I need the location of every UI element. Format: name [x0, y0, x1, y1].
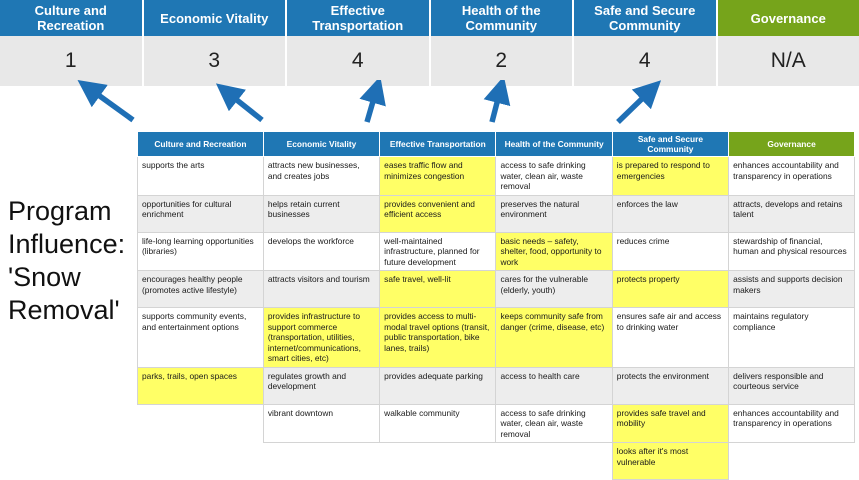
- matrix-cell: basic needs – safety, shelter, food, opportunity to work: [496, 232, 612, 271]
- matrix-cell: attracts visitors and tourism: [263, 271, 379, 308]
- matrix-cell: regulates growth and development: [263, 367, 379, 404]
- matrix-cell: provides convenient and efficient access: [380, 195, 496, 232]
- matrix-cell: looks after it's most vulnerable: [612, 443, 728, 480]
- matrix-cell: provides access to multi-modal travel options (transit, public transportation, bike lanes, trails): [380, 308, 496, 368]
- matrix-header-culture-and-recreation: Culture and Recreation: [138, 132, 264, 157]
- matrix-cell: life-long learning opportunities (libraries): [138, 232, 264, 271]
- scorecard-header-health-of-the-community: Health of the Community: [431, 0, 575, 36]
- matrix-cell: attracts, develops and retains talent: [729, 195, 855, 232]
- matrix-cell: delivers responsible and courteous service: [729, 367, 855, 404]
- arrow-to-health-of-the-community: [492, 91, 500, 122]
- score-effective-transportation: 4: [287, 36, 431, 86]
- matrix-cell: [380, 443, 496, 480]
- matrix-cell: protects property: [612, 271, 728, 308]
- caption-line-3: 'Snow: [8, 261, 136, 294]
- matrix-cell: cares for the vulnerable (elderly, youth): [496, 271, 612, 308]
- scorecard-header-safe-and-secure-community: Safe and Secure Community: [574, 0, 718, 36]
- matrix-cell: safe travel, well-lit: [380, 271, 496, 308]
- matrix-cell: helps retain current businesses: [263, 195, 379, 232]
- matrix-header-row: [138, 132, 855, 157]
- scorecard-header-row: [0, 0, 859, 36]
- matrix-cell: maintains regulatory compliance: [729, 308, 855, 368]
- matrix-cell: well-maintained infrastructure, planned for future development: [380, 232, 496, 271]
- matrix-row: [138, 157, 855, 196]
- matrix-cell: opportunities for cultural enrichment: [138, 195, 264, 232]
- score-culture-and-recreation: 1: [0, 36, 144, 86]
- matrix-cell: eases traffic flow and minimizes congestion: [380, 157, 496, 196]
- caption-line-4: Removal': [8, 294, 136, 327]
- matrix-cell: reduces crime: [612, 232, 728, 271]
- matrix-cell: enhances accountability and transparency in operations: [729, 157, 855, 196]
- influence-matrix: [137, 131, 855, 461]
- arrow-to-safe-and-secure-community: [618, 91, 650, 122]
- matrix-cell: assists and supports decision makers: [729, 271, 855, 308]
- matrix-cell: provides infrastructure to support commerce (transportation, utilities, internet/communications, smart cities, etc): [263, 308, 379, 368]
- matrix-cell: preserves the natural environment: [496, 195, 612, 232]
- score-safe-and-secure-community: 4: [574, 36, 718, 86]
- matrix-cell: supports community events, and entertainment options: [138, 308, 264, 368]
- matrix-cell: walkable community: [380, 404, 496, 443]
- matrix-cell: access to safe drinking water, clean air, waste removal: [496, 404, 612, 443]
- scorecard-score-row: [0, 36, 859, 86]
- matrix-header-economic-vitality: Economic Vitality: [263, 132, 379, 157]
- matrix-row: [138, 308, 855, 368]
- score-health-of-the-community: 2: [431, 36, 575, 86]
- influence-matrix-table: [137, 131, 855, 480]
- matrix-cell: provides adequate parking: [380, 367, 496, 404]
- score-governance: N/A: [718, 36, 859, 86]
- matrix-row: [138, 232, 855, 271]
- matrix-cell: enhances accountability and transparency in operations: [729, 404, 855, 443]
- matrix-cell: vibrant downtown: [263, 404, 379, 443]
- arrow-layer: [0, 80, 859, 136]
- matrix-cell: keeps community safe from danger (crime, disease, etc): [496, 308, 612, 368]
- matrix-cell: enforces the law: [612, 195, 728, 232]
- matrix-header-governance: Governance: [729, 132, 855, 157]
- matrix-body: [138, 157, 855, 480]
- matrix-cell: [138, 443, 264, 480]
- caption-line-2: Influence:: [8, 228, 136, 261]
- matrix-cell: [138, 404, 264, 443]
- matrix-cell: protects the environment: [612, 367, 728, 404]
- matrix-cell: develops the workforce: [263, 232, 379, 271]
- matrix-cell: encourages healthy people (promotes active lifestyle): [138, 271, 264, 308]
- scorecard-header-governance: Governance: [718, 0, 859, 36]
- matrix-row: [138, 404, 855, 443]
- matrix-cell: access to health care: [496, 367, 612, 404]
- matrix-row: [138, 195, 855, 232]
- matrix-cell: ensures safe air and access to drinking water: [612, 308, 728, 368]
- matrix-cell: access to safe drinking water, clean air, waste removal: [496, 157, 612, 196]
- matrix-cell: parks, trails, open spaces: [138, 367, 264, 404]
- score-economic-vitality: 3: [144, 36, 288, 86]
- matrix-cell: provides safe travel and mobility: [612, 404, 728, 443]
- caption-line-1: Program: [8, 195, 136, 228]
- matrix-header-effective-transportation: Effective Transportation: [380, 132, 496, 157]
- matrix-row: [138, 271, 855, 308]
- matrix-cell: is prepared to respond to emergencies: [612, 157, 728, 196]
- matrix-row: [138, 443, 855, 480]
- matrix-cell: attracts new businesses, and creates jobs: [263, 157, 379, 196]
- matrix-row: [138, 367, 855, 404]
- matrix-header-health-of-the-community: Health of the Community: [496, 132, 612, 157]
- matrix-cell: supports the arts: [138, 157, 264, 196]
- arrow-to-effective-transportation: [367, 91, 376, 122]
- scorecard-header-effective-transportation: Effective Transportation: [287, 0, 431, 36]
- arrow-to-economic-vitality: [228, 93, 262, 120]
- matrix-cell: stewardship of financial, human and physical resources: [729, 232, 855, 271]
- program-influence-caption: [8, 195, 136, 327]
- arrow-to-culture-and-recreation: [90, 89, 133, 120]
- matrix-cell: [729, 443, 855, 480]
- scorecard-summary-strip: [0, 0, 859, 86]
- matrix-cell: [263, 443, 379, 480]
- matrix-header-safe-and-secure-community: Safe and Secure Community: [612, 132, 728, 157]
- scorecard-header-culture-and-recreation: Culture and Recreation: [0, 0, 144, 36]
- scorecard-header-economic-vitality: Economic Vitality: [144, 0, 288, 36]
- matrix-cell: [496, 443, 612, 480]
